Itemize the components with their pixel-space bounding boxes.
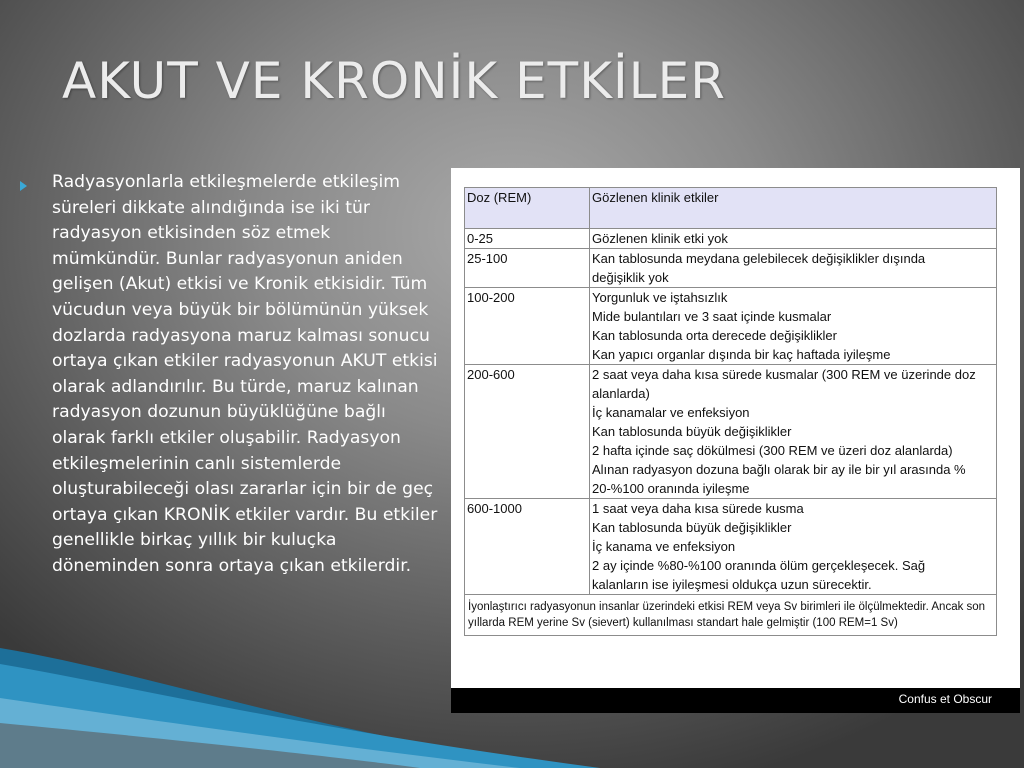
effect-line: değişiklik yok bbox=[592, 270, 669, 285]
dose-cell: 100-200 bbox=[465, 288, 590, 365]
dose-effects-table-image bbox=[451, 168, 1020, 713]
dose-cell: 200-600 bbox=[465, 365, 590, 499]
table-row bbox=[465, 229, 997, 249]
effects-cell bbox=[590, 288, 997, 365]
effect-line: Kan tablosunda orta derecede değişiklikler bbox=[592, 328, 837, 343]
slide-title: AKUT VE KRONİK ETKİLER bbox=[62, 52, 726, 110]
effect-line: kalanların ise iyileşmesi oldukça uzun sürecektir. bbox=[592, 577, 872, 592]
effect-line: İç kanamalar ve enfeksiyon bbox=[592, 405, 750, 420]
bullet-text: Radyasyonlarla etkileşmelerde etkileşim süreleri dikkate alındığında ise iki tür radyasyon etkisinden söz etmek mümkündür. Bunlar radyasyonun aniden gelişen (Akut) etkisi ve Kronik etkisidir. Tüm vücudun veya büyük bir bölümünün yüksek dozlarda radyasyona maruz kalması sonucu ortaya çıkan etkiler radyasyonun AKUT etkisi olarak adlandırılır. Bu türde, maruz kalınan radyasyon dozunun büyüklüğüne bağlı olarak farklı etkiler oluşabilir. Radyasyon etkileşmelerinin canlı sistemlerde oluşturabileceği olası zararlar için bir de geç ortaya çıkan KRONİK etkiler vardır. Bu etkiler genellikle birkaç yıllık bir kuluçka döneminden sonra ortaya çıkan etkilerdir. bbox=[52, 172, 438, 576]
effects-cell bbox=[590, 229, 997, 249]
effect-line: 2 saat veya daha kısa sürede kusmalar (300 REM ve üzerinde doz bbox=[592, 367, 976, 382]
triangle-bullet-icon bbox=[20, 181, 27, 191]
image-caption: Confus et Obscur bbox=[898, 692, 992, 706]
effect-line: Yorgunluk ve iştahsızlık bbox=[592, 290, 728, 305]
effects-cell bbox=[590, 249, 997, 288]
table-header-row bbox=[465, 188, 997, 229]
dose-effects-table bbox=[464, 187, 997, 636]
table-row bbox=[465, 249, 997, 288]
header-effects: Gözlenen klinik etkiler bbox=[590, 188, 997, 229]
effect-line: 2 ay içinde %80-%100 oranında ölüm gerçekleşecek. Sağ bbox=[592, 558, 926, 573]
effect-line: 1 saat veya daha kısa sürede kusma bbox=[592, 501, 804, 516]
effect-line: alanlarda) bbox=[592, 386, 650, 401]
table-row bbox=[465, 288, 997, 365]
table-footnote: İyonlaştırıcı radyasyonun insanlar üzerindeki etkisi REM veya Sv birimleri ile ölçülmektedir. Ancak son yıllarda REM yerine Sv (sievert) kullanılması standart hale gelmiştir (100 REM=1 Sv) bbox=[465, 595, 997, 636]
effect-line: Kan tablosunda büyük değişiklikler bbox=[592, 520, 792, 535]
effect-line: Gözlenen klinik etki yok bbox=[592, 231, 728, 246]
effects-cell bbox=[590, 365, 997, 499]
dose-cell: 0-25 bbox=[465, 229, 590, 249]
effect-line: Mide bulantıları ve 3 saat içinde kusmalar bbox=[592, 309, 832, 324]
effect-line: Kan tablosunda büyük değişiklikler bbox=[592, 424, 792, 439]
effect-line: Kan yapıcı organlar dışında bir kaç haftada iyileşme bbox=[592, 347, 891, 362]
table-row bbox=[465, 499, 997, 595]
effect-line: Alınan radyasyon dozuna bağlı olarak bir ay ile bir yıl arasında % bbox=[592, 462, 966, 477]
table-row bbox=[465, 365, 997, 499]
image-caption-bar bbox=[451, 688, 1020, 713]
table-footnote-row bbox=[465, 595, 997, 636]
effect-line: İç kanama ve enfeksiyon bbox=[592, 539, 736, 554]
effect-line: 2 hafta içinde saç dökülmesi (300 REM ve üzeri doz alanlarda) bbox=[592, 443, 953, 458]
dose-cell: 25-100 bbox=[465, 249, 590, 288]
effects-cell bbox=[590, 499, 997, 595]
header-dose: Doz (REM) bbox=[465, 188, 590, 229]
effect-line: 20-%100 oranında iyileşme bbox=[592, 481, 750, 496]
dose-cell: 600-1000 bbox=[465, 499, 590, 595]
effect-line: Kan tablosunda meydana gelebilecek değişiklikler dışında bbox=[592, 251, 926, 266]
